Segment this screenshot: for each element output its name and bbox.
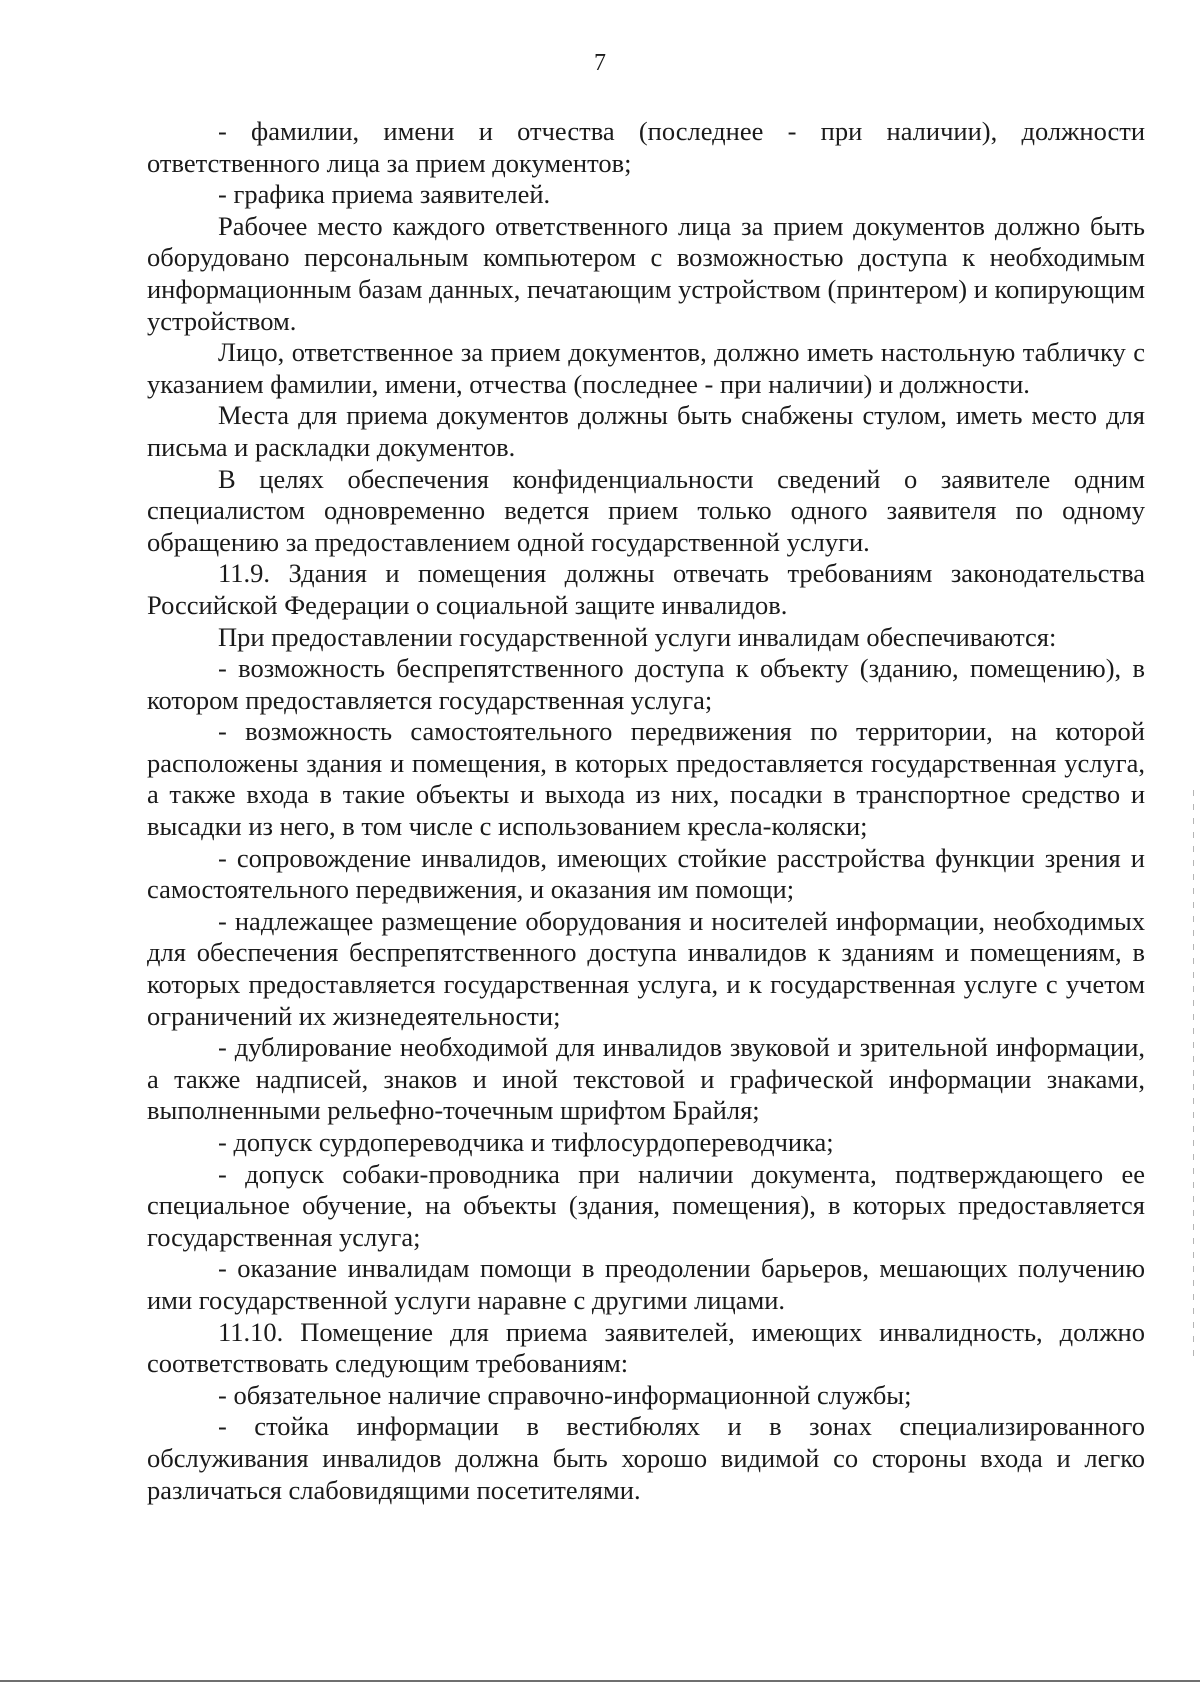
paragraph-equipment-placement: - надлежащее размещение оборудования и носителей информации, необходимых для обеспечения беспрепятственного доступа инвалидов к зданиям и помещениям, в которых предоставляется государственная услуга, и к государственная услуге с учетом ограничений их жизнедеятельности; (147, 905, 1145, 1031)
paragraph-info-service: - обязательное наличие справочно-информационной службы; (218, 1379, 912, 1410)
document-body (147, 116, 1145, 1506)
paragraph-barrier-assistance: - оказание инвалидам помощи в преодолении барьеров, мешающих получению ими государственной услуги наравне с другими лицами. (147, 1253, 1145, 1315)
paragraph-11-10-premises: 11.10. Помещение для приема заявителей, имеющих инвалидность, должно соответствовать следующим требованиям: (147, 1316, 1145, 1379)
paragraph-disabled-provisions-intro: При предоставлении государственной услуги инвалидам обеспечиваются: (218, 621, 1057, 652)
paragraph-independent-movement: - возможность самостоятельного передвижения по территории, на которой расположены здания и помещения, в которых предоставляется государственная услуга, а также входа в такие объекты и выхода из них, посадки в транспортное средство и высадки из него, в том числе с использованием кресла-коляски; (147, 716, 1145, 842)
paragraph-desk-nameplate: Лицо, ответственное за прием документов, должно иметь настольную табличку с указанием фамилии, имени, отчества (последнее - при наличии) и должности. (147, 337, 1145, 399)
paragraph-unobstructed-access: - возможность беспрепятственного доступа к объекту (зданию, помещению), в котором предоставляется государственная услуга; (147, 653, 1145, 715)
paragraph-guide-dog: - допуск собаки-проводника при наличии документа, подтверждающего ее специальное обучение, на объекты (здания, помещения), в которых предоставляется государственная услуга; (147, 1158, 1145, 1252)
paragraph-fio-position: - фамилии, имени и отчества (последнее - при наличии), должности ответственного лица за прием документов; (147, 116, 1145, 178)
paragraph-reception-schedule: - графика приема заявителей. (218, 179, 551, 210)
scan-bottom-line (0, 1680, 1200, 1682)
paragraph-escort: - сопровождение инвалидов, имеющих стойкие расстройства функции зрения и самостоятельного передвижения, и оказания им помощи; (147, 842, 1145, 905)
paragraph-reception-places: Места для приема документов должны быть снабжены стулом, иметь место для письма и раскладки документов. (147, 400, 1145, 462)
paragraph-info-desk: - стойка информации в вестибюлях и в зонах специализированного обслуживания инвалидов должна быть хорошо видимой со стороны входа и легко различаться слабовидящими посетителями. (147, 1411, 1145, 1505)
paragraph-confidentiality: В целях обеспечения конфиденциальности сведений о заявителе одним специалистом одновременно ведется прием только одного заявителя по одному обращению за предоставлением одной государственной услуги. (147, 463, 1145, 557)
page-number: 7 (594, 50, 606, 76)
paragraph-braille-duplication: - дублирование необходимой для инвалидов звуковой и зрительной информации, а также надписей, знаков и иной текстовой и графической информации знаками, выполненными рельефно-точечным шрифтом Брайля; (147, 1032, 1145, 1126)
paragraph-sign-interpreter: - допуск сурдопереводчика и тифлосурдопереводчика; (218, 1127, 834, 1157)
paragraph-workplace-equipment: Рабочее место каждого ответственного лица за прием документов должно быть оборудовано персональным компьютером с возможностью доступа к необходимым информационным базам данных, печатающим устройством (принтером) и копирующим устройством. (147, 210, 1145, 336)
paragraph-11-9-buildings: 11.9. Здания и помещения должны отвечать требованиям законодательства Российской Федерации о социальной защите инвалидов. (147, 558, 1145, 620)
scan-edge-artifact (1193, 790, 1194, 1360)
